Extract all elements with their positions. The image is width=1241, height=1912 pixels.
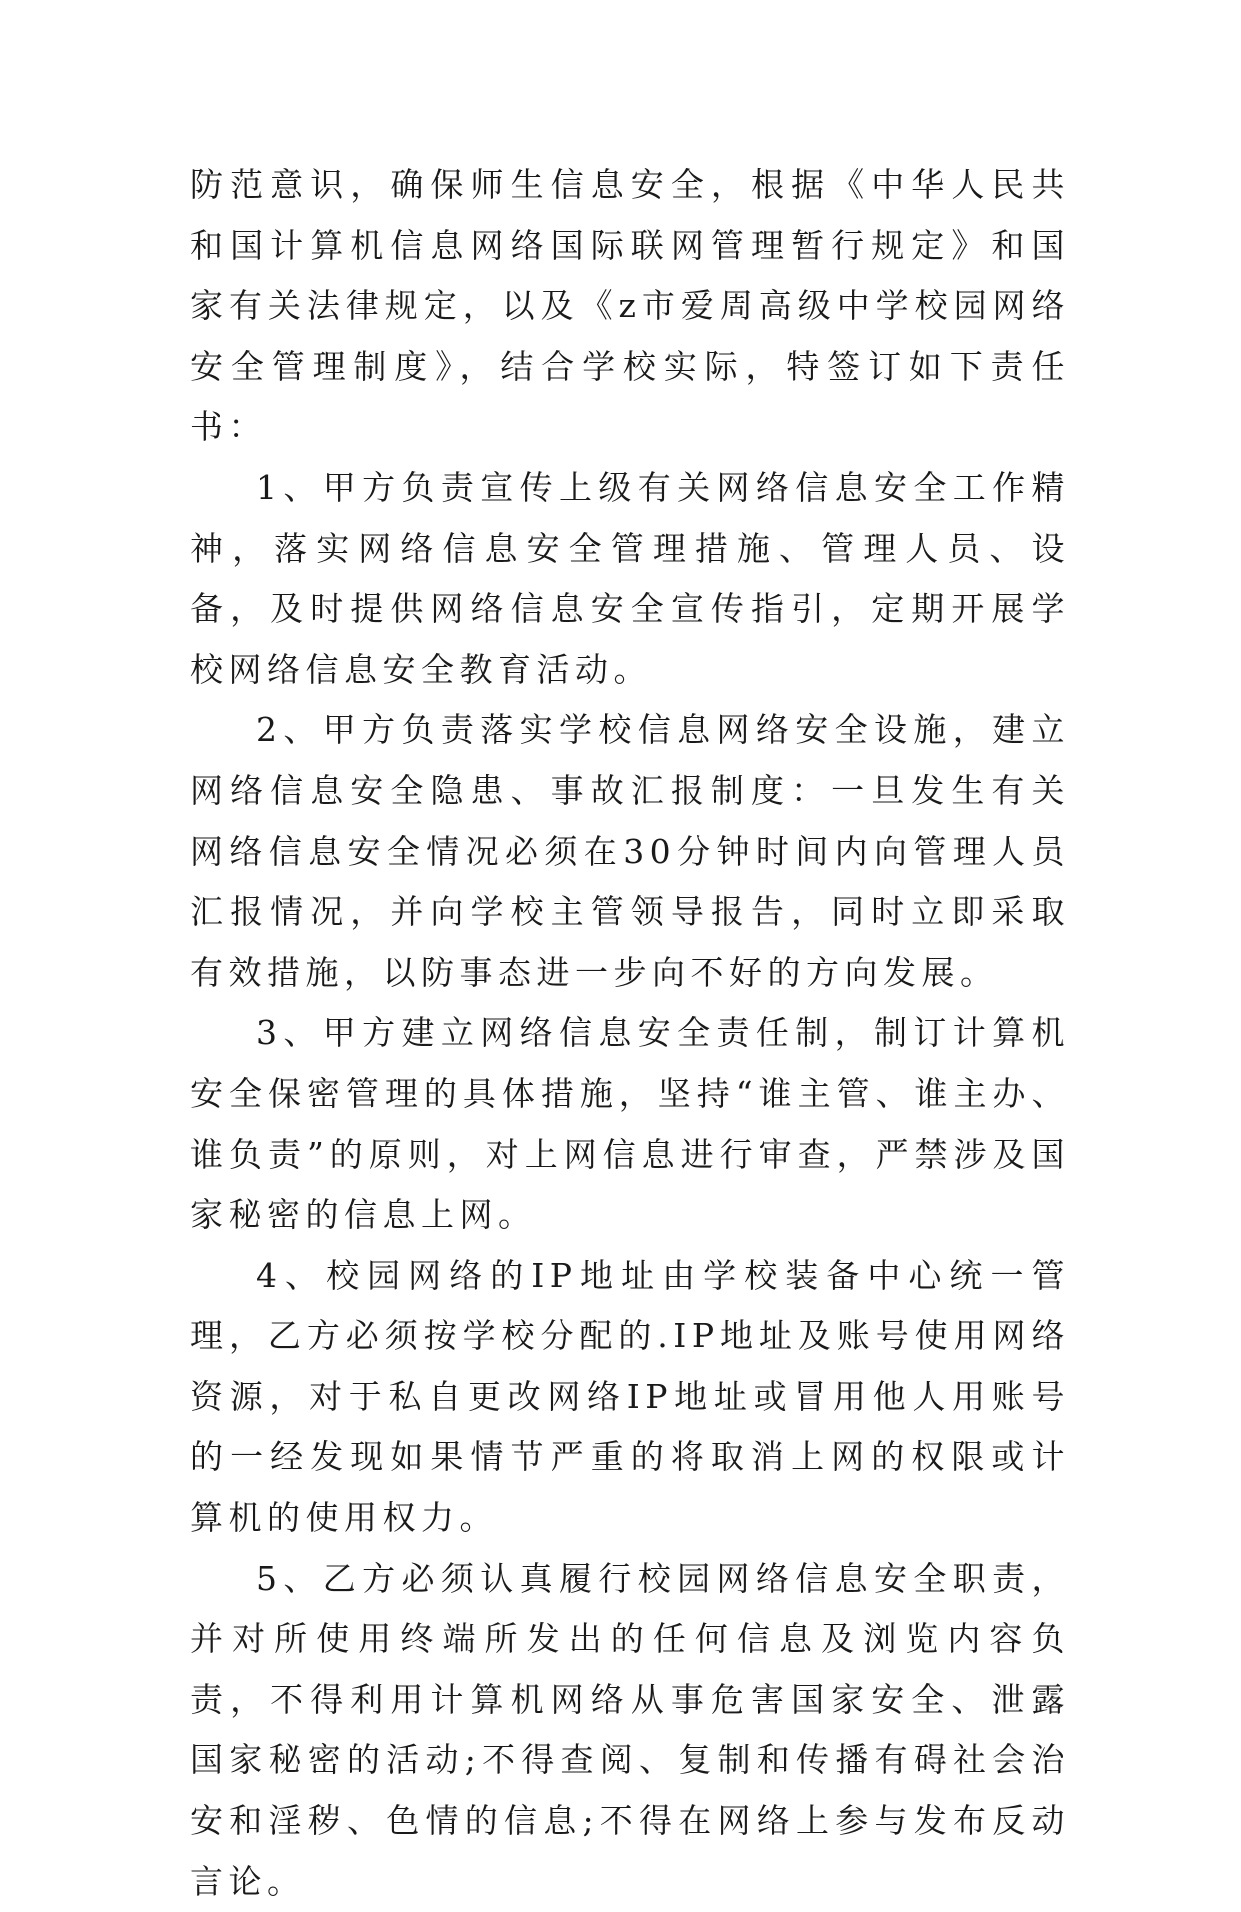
paragraph-intro: 防范意识，确保师生信息安全，根据《中华人民共和国计算机信息网络国际联网管理暂行规定》和国家有关法律规定，以及《z市爱周高级中学校园网络安全管理制度》，结合学校实际，特签订如下责任书：: [190, 165, 1070, 447]
paragraph-clause-2: 2、甲方负责落实学校信息网络安全设施，建立网络信息安全隐患、事故汇报制度：一旦发生有关网络信息安全情况必须在30分钟时间内向管理人员汇报情况，并向学校主管领导报告，同时立即采取有效措施，以防事态进一步向不好的方向发展。: [190, 710, 1070, 992]
paragraph-clause-5: 5、乙方必须认真履行校园网络信息安全职责，并对所使用终端所发出的任何信息及浏览内容负责，不得利用计算机网络从事危害国家安全、泄露国家秘密的活动;不得查阅、复制和传播有碍社会治安和淫秽、色情的信息;不得在网络上参与发布反动言论。: [190, 1558, 1070, 1901]
paragraph-clause-3: 3、甲方建立网络信息安全责任制，制订计算机安全保密管理的具体措施，坚持“谁主管、谁主办、谁负责”的原则，对上网信息进行审查，严禁涉及国家秘密的信息上网。: [190, 1013, 1070, 1235]
paragraph-clause-4: 4、校园网络的IP地址由学校装备中心统一管理，乙方必须按学校分配的.IP地址及账号使用网络资源，对于私自更改网络IP地址或冒用他人用账号的一经发现如果情节严重的将取消上网的权限或计算机的使用权力。: [190, 1255, 1070, 1538]
document-body: [190, 155, 1070, 1912]
paragraph-clause-1: 1、甲方负责宣传上级有关网络信息安全工作精神，落实网络信息安全管理措施、管理人员、设备，及时提供网络信息安全宣传指引，定期开展学校网络信息安全教育活动。: [190, 467, 1070, 689]
